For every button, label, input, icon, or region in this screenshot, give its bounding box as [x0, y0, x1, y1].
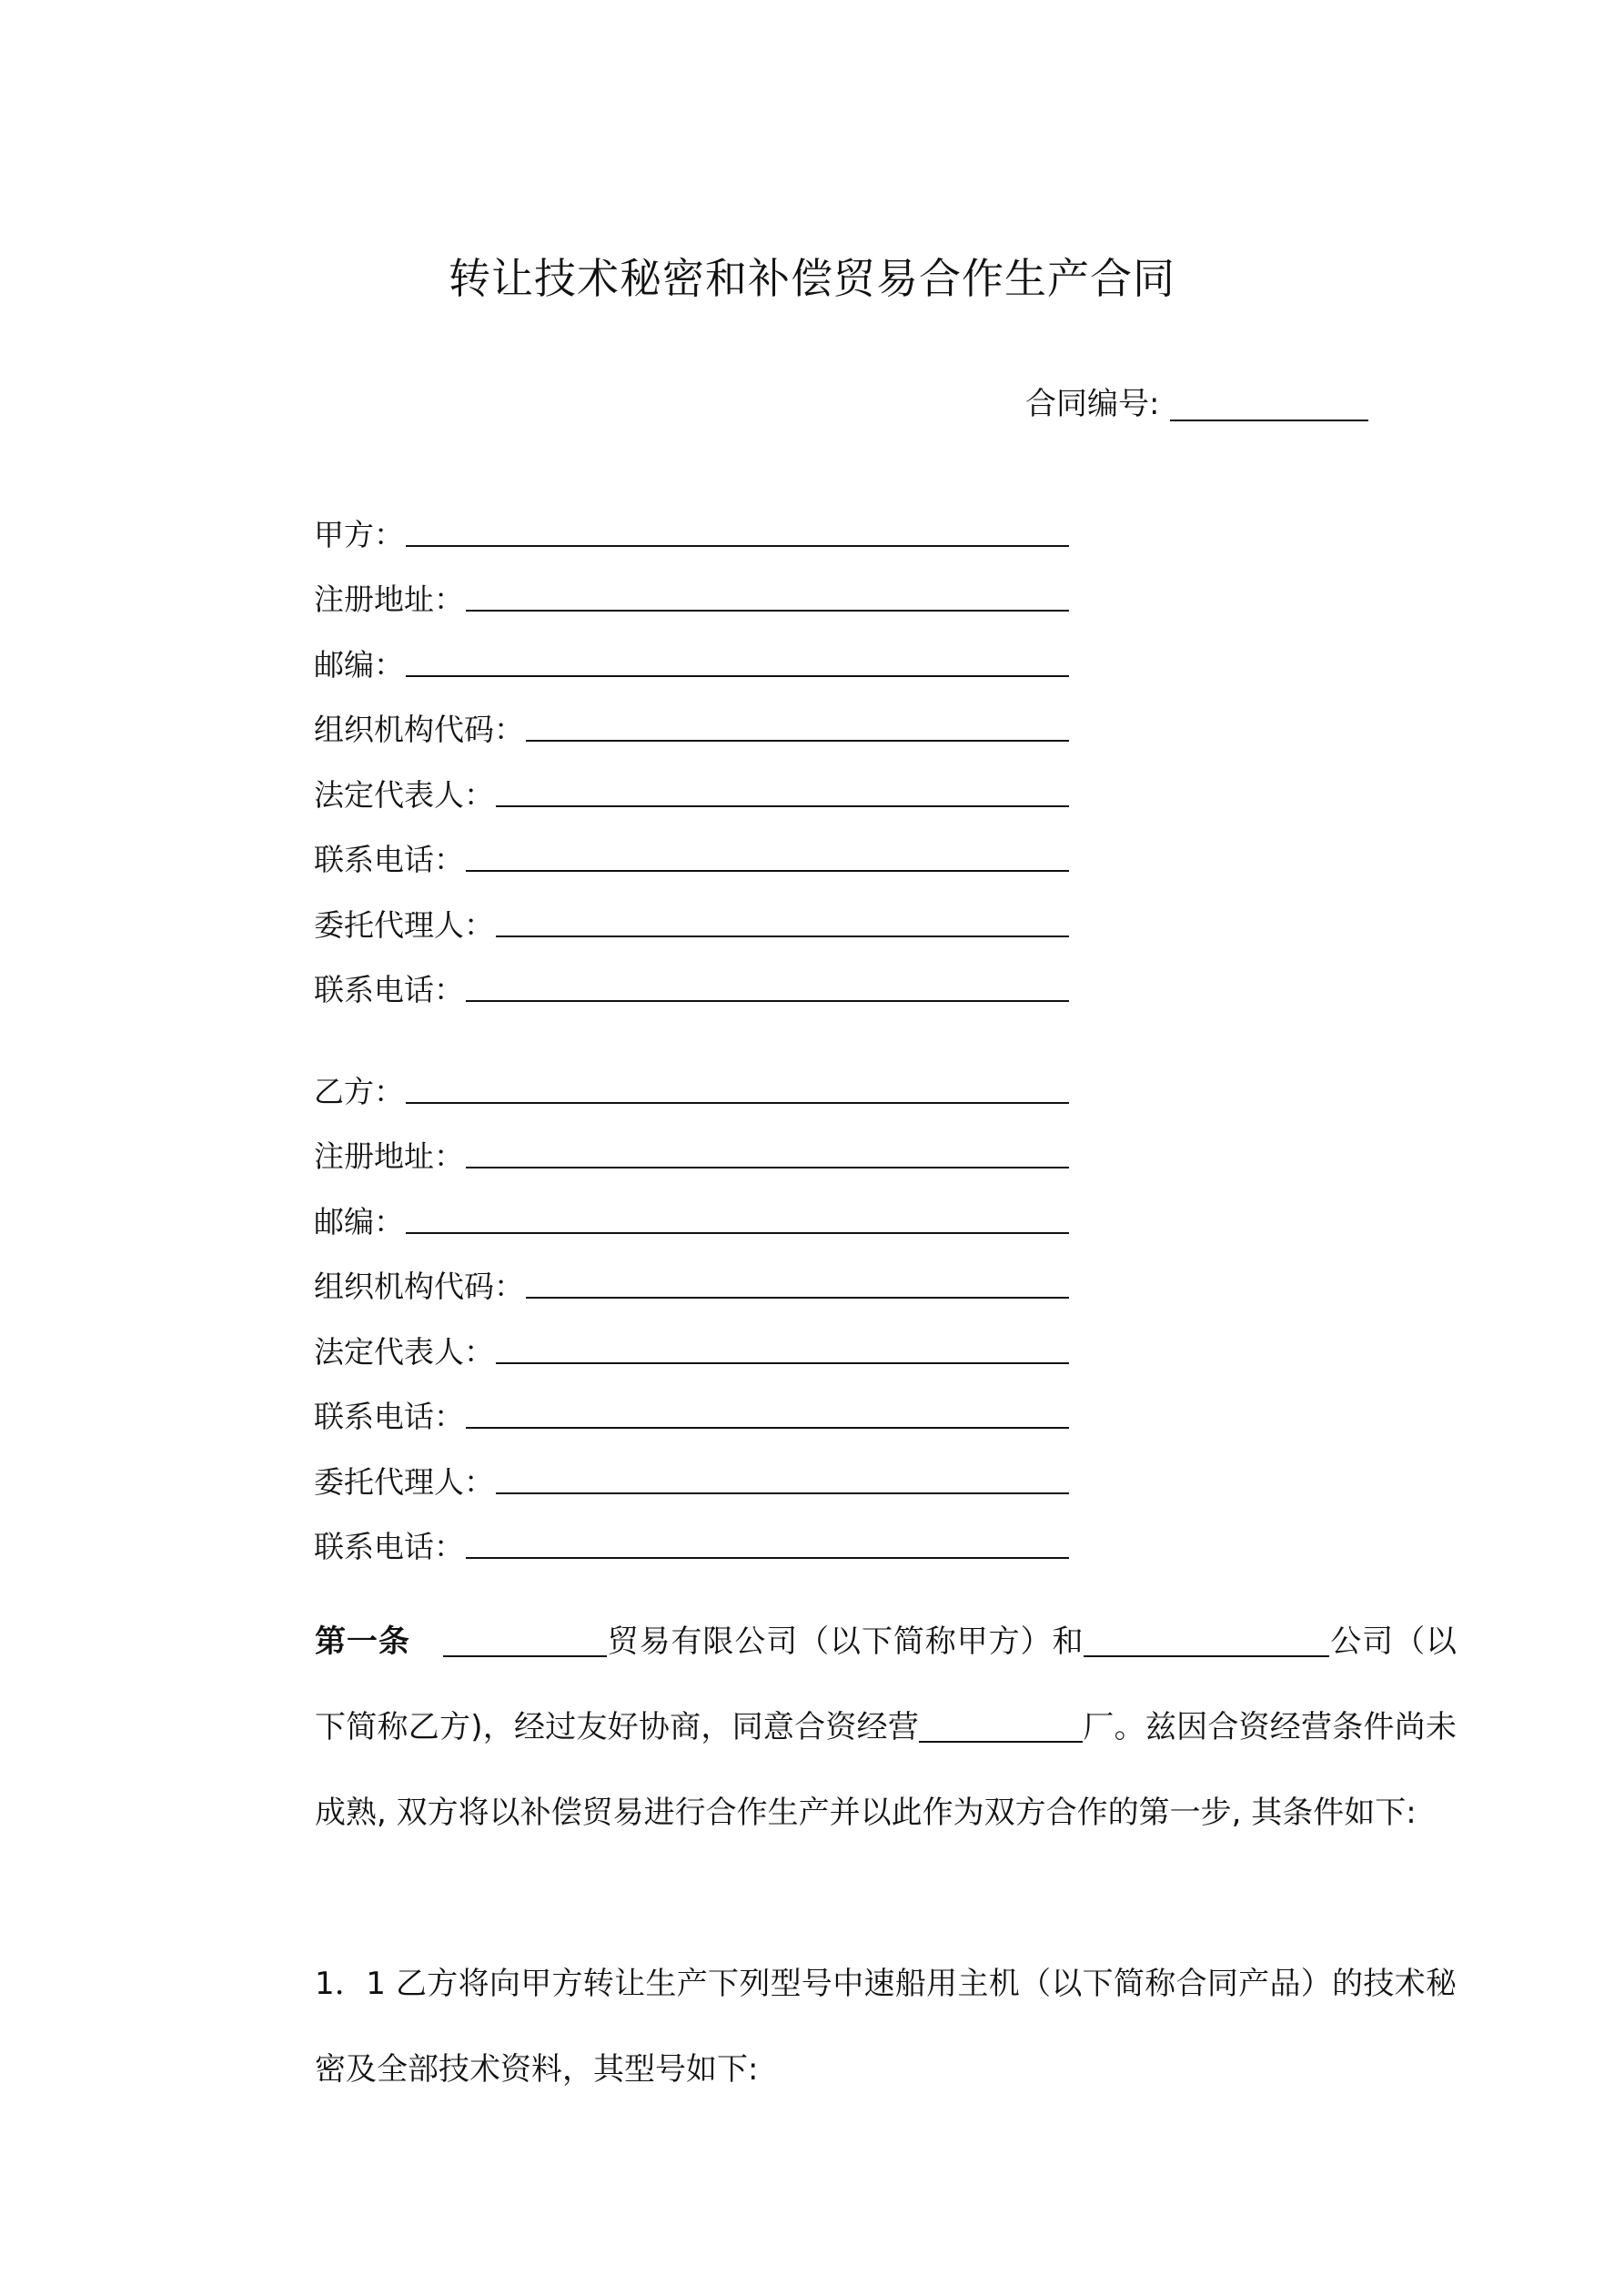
- field-label: 邮编：: [314, 646, 404, 683]
- party-b-phone-field: [314, 1377, 1069, 1442]
- fill-blank[interactable]: [526, 740, 1069, 742]
- article-1-text-3: 厂。兹因合资经营条件尚未成熟, 双方将以补偿贸易进行合作生产并以此作为双方合作的第一步, 其条件如下:: [315, 1709, 1458, 1831]
- field-label: 委托代理人：: [314, 1463, 494, 1500]
- field-label: 法定代表人：: [314, 776, 494, 813]
- article-1-text-2: 公司（以下简称乙方)，经过友好协商，同意合资经营: [315, 1623, 1458, 1745]
- field-label: 甲方：: [314, 516, 404, 552]
- field-label: 联系电话：: [314, 1399, 464, 1434]
- fill-blank[interactable]: [496, 1362, 1069, 1364]
- party-a-legal-rep-field: [314, 754, 1069, 820]
- party-b-legal-rep-field: [314, 1311, 1069, 1377]
- fill-blank[interactable]: [466, 1557, 1069, 1559]
- party-a-section: [314, 494, 1069, 1015]
- party-b-org-code-field: [314, 1247, 1069, 1312]
- fill-blank[interactable]: [466, 610, 1069, 612]
- party-a-agent-phone-field: [314, 950, 1069, 1016]
- fill-blank[interactable]: [496, 936, 1069, 937]
- field-label: 注册地址：: [314, 582, 464, 617]
- party-a-postcode-field: [314, 624, 1069, 690]
- party-b-address-field: [314, 1117, 1069, 1182]
- field-label: 邮编：: [314, 1203, 404, 1239]
- party-a-phone-field: [314, 820, 1069, 885]
- article-1-text-1: 贸易有限公司（以下简称甲方）和: [606, 1623, 1084, 1660]
- article-1-paragraph: [247, 1599, 1457, 1856]
- fill-blank[interactable]: [496, 1492, 1069, 1494]
- party-a-address-field: [314, 560, 1069, 625]
- fill-blank[interactable]: [406, 1102, 1069, 1104]
- party-b-agent-phone-field: [314, 1507, 1069, 1573]
- party-b-agent-field: [314, 1441, 1069, 1507]
- field-label: 组织机构代码：: [314, 712, 524, 747]
- party-a-agent-field: [314, 885, 1069, 950]
- contract-number-label: 合同编号:: [1025, 386, 1160, 422]
- party-a-org-code-field: [314, 690, 1069, 755]
- field-label: 法定代表人：: [314, 1333, 494, 1370]
- fill-blank[interactable]: [466, 1167, 1069, 1168]
- party-b-postcode-field: [314, 1181, 1069, 1247]
- fill-blank[interactable]: [466, 870, 1069, 872]
- field-label: 联系电话：: [314, 1529, 464, 1564]
- field-label: 注册地址：: [314, 1138, 464, 1174]
- field-label: 委托代理人：: [314, 906, 494, 943]
- fill-blank[interactable]: [466, 1000, 1069, 1002]
- company-a-blank[interactable]: [443, 1655, 607, 1657]
- party-b-name-field: [314, 1051, 1069, 1117]
- party-b-section: [314, 1051, 1069, 1572]
- fill-blank[interactable]: [406, 675, 1069, 677]
- fill-blank[interactable]: [466, 1427, 1069, 1429]
- factory-name-blank[interactable]: [919, 1741, 1083, 1743]
- field-label: 联系电话：: [314, 842, 464, 877]
- fill-blank[interactable]: [526, 1297, 1069, 1299]
- party-a-name-field: [314, 494, 1069, 560]
- company-b-blank[interactable]: [1084, 1655, 1329, 1657]
- contract-number: [1025, 379, 1368, 423]
- field-label: 乙方：: [314, 1073, 404, 1109]
- field-label: 联系电话：: [314, 972, 464, 1007]
- field-label: 组织机构代码：: [314, 1269, 524, 1304]
- fill-blank[interactable]: [496, 805, 1069, 807]
- fill-blank[interactable]: [406, 1232, 1069, 1234]
- contract-number-blank[interactable]: [1170, 420, 1368, 421]
- document-title: 转让技术秘密和补偿贸易合作生产合同: [449, 254, 1175, 303]
- fill-blank[interactable]: [406, 545, 1069, 547]
- article-1-heading: 第一条: [315, 1623, 410, 1660]
- clause-1-1-paragraph: 1．1 乙方将向甲方转让生产下列型号中速船用主机（以下简称合同产品）的技术秘密及全部技术资料，其型号如下:: [315, 1966, 1457, 2088]
